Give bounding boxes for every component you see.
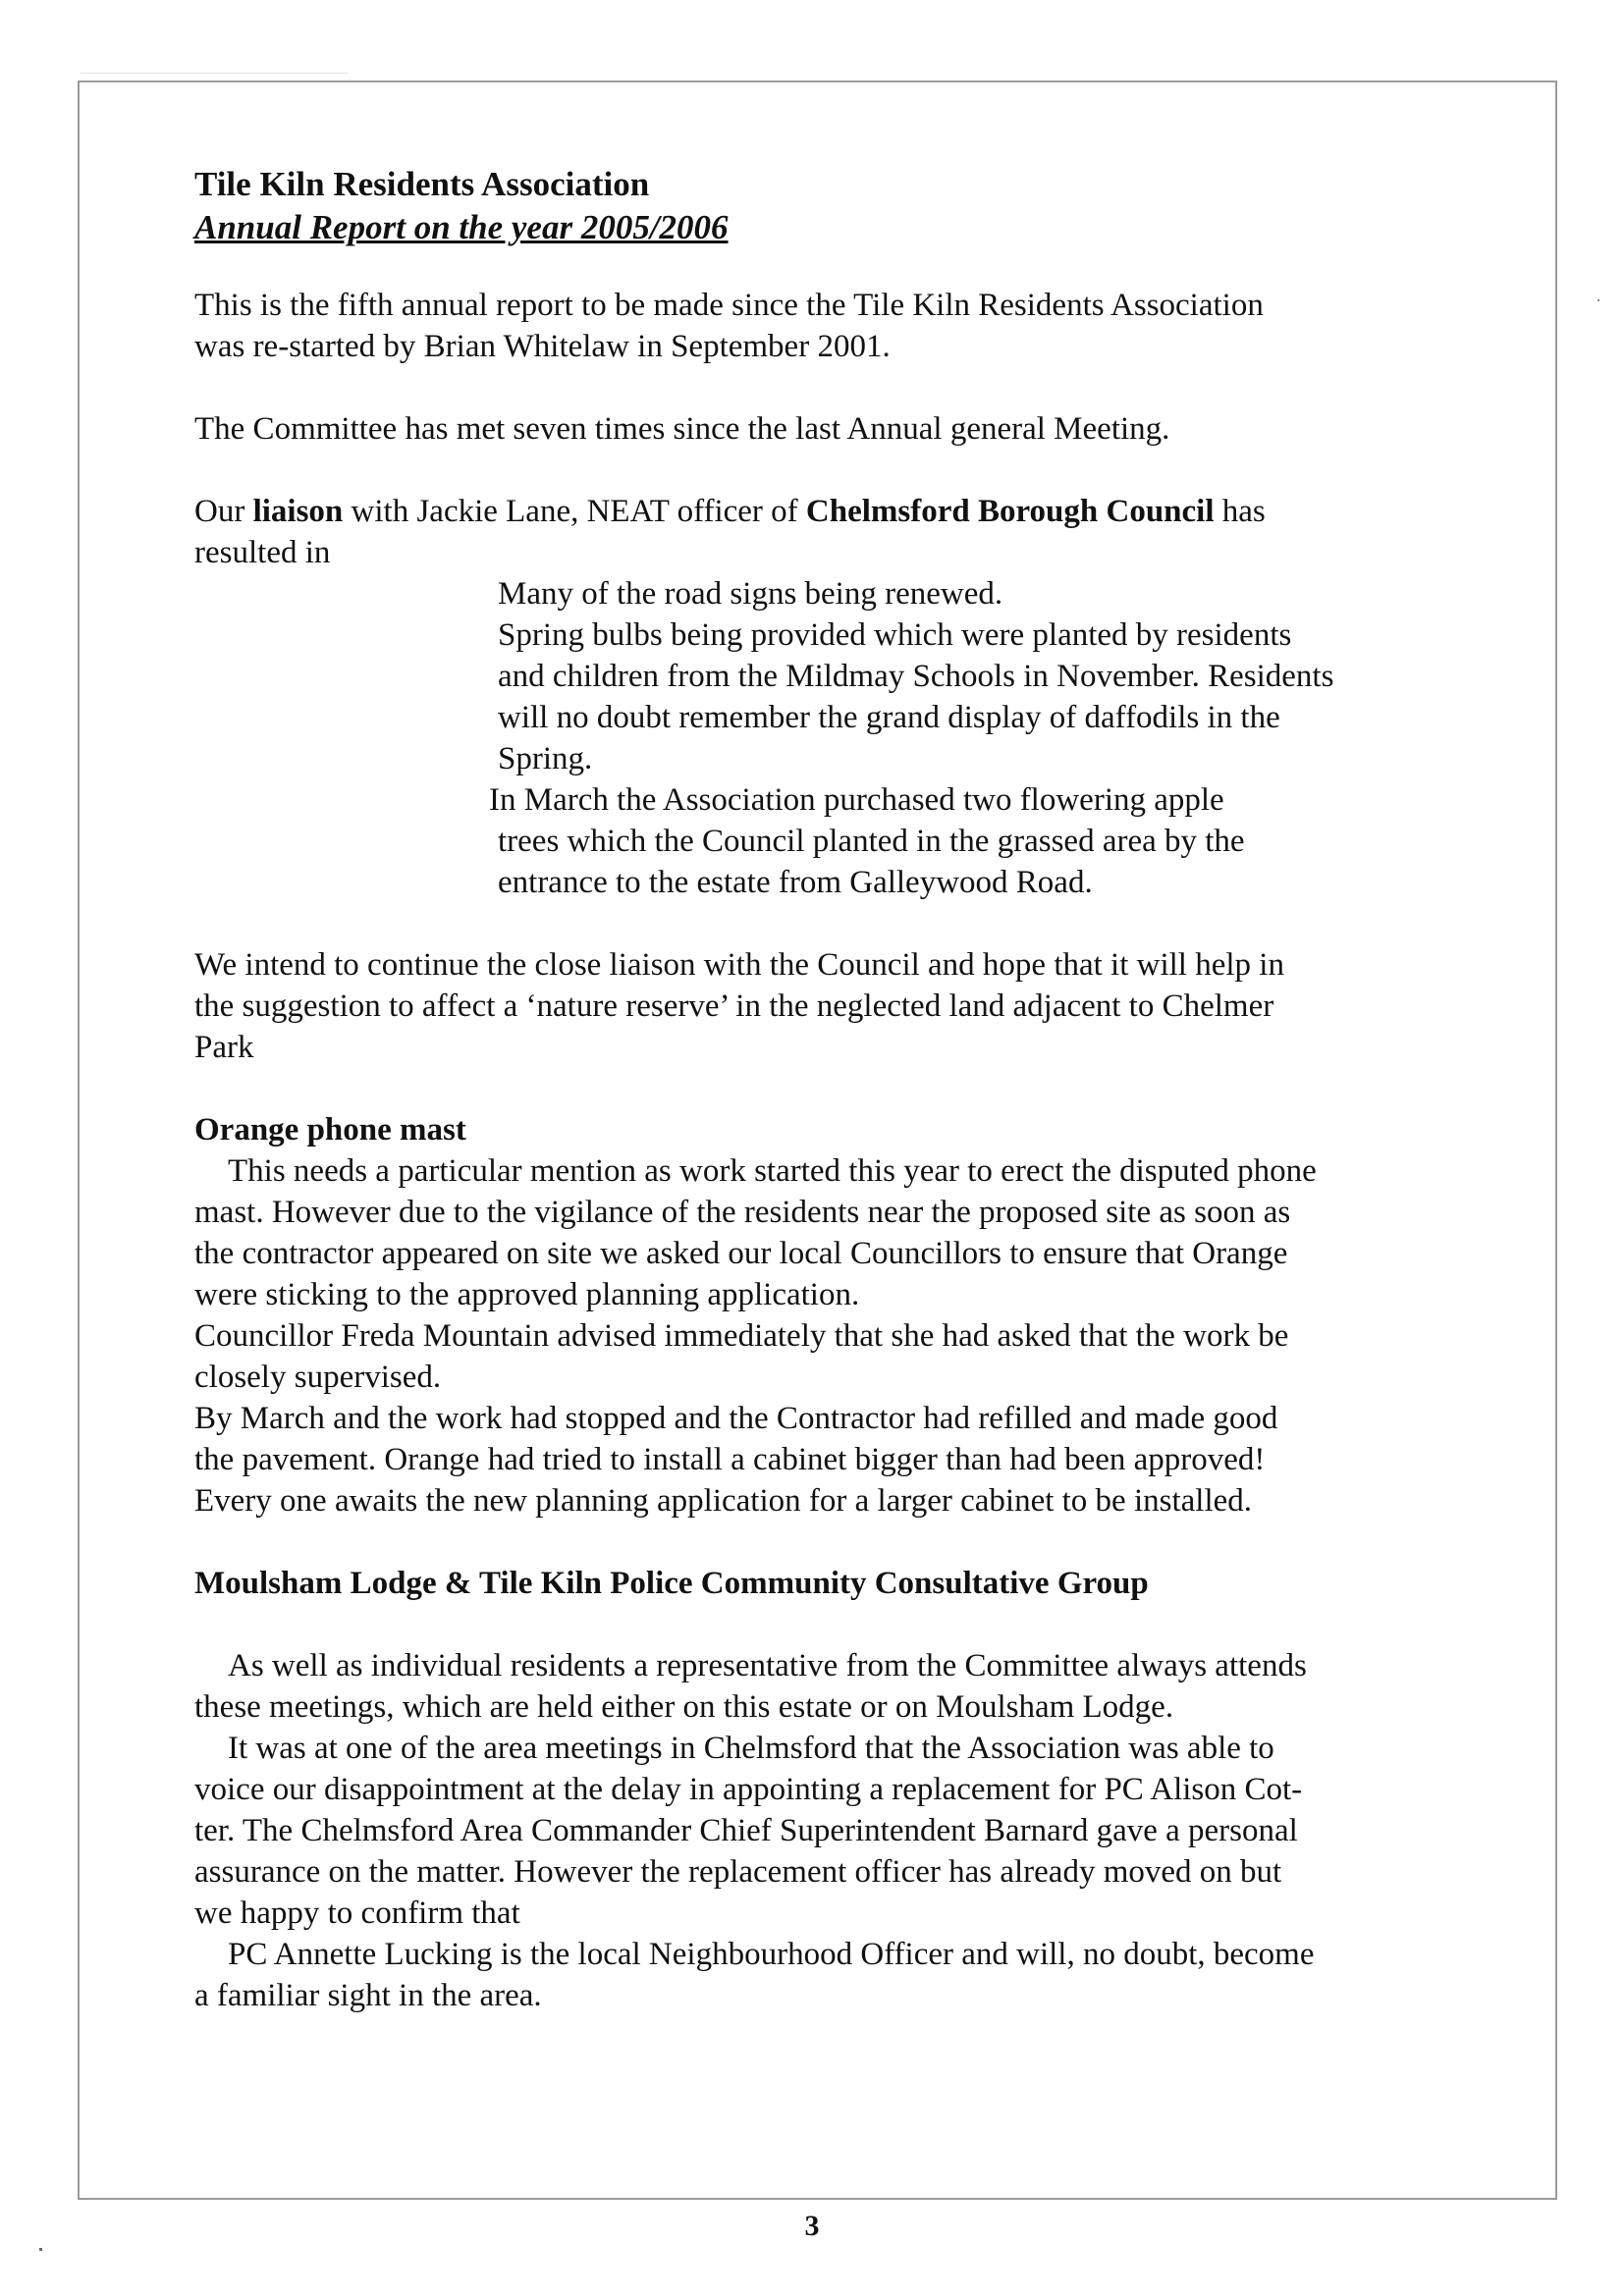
- text-run: Our: [194, 494, 253, 529]
- text-line: these meetings, which are held either on this estate or on Moulsham Lodge.: [194, 1689, 1174, 1725]
- text-line: PC Annette Lucking is the local Neighbourhood Officer and will, no doubt, become: [228, 1937, 1315, 1972]
- results-list: [489, 573, 1471, 903]
- text-line: mast. However due to the vigilance of the residents near the proposed site as soon as: [194, 1195, 1291, 1230]
- text-line: will no doubt remember the grand display of daffodils in the: [498, 700, 1280, 735]
- intro-paragraph: [194, 285, 1471, 367]
- text-line: [194, 491, 1471, 532]
- text-line: Park: [194, 1030, 254, 1065]
- text-line: the suggestion to affect a ‘nature reserve’ in the neglected land adjacent to Chelmer: [194, 988, 1274, 1024]
- text-line: It was at one of the area meetings in Chelmsford that the Association was able to: [228, 1731, 1274, 1766]
- text-line: Spring.: [498, 741, 593, 776]
- scan-speck: [39, 2248, 42, 2251]
- text-line: assurance on the matter. However the replacement officer has already moved on but: [194, 1854, 1282, 1890]
- text-line: This needs a particular mention as work started this year to erect the disputed phone: [228, 1153, 1317, 1189]
- text-line: the contractor appeared on site we asked our local Councillors to ensure that Orange: [194, 1236, 1288, 1271]
- text-line: Councillor Freda Mountain advised immediately that she had asked that the work be: [194, 1318, 1289, 1354]
- text-line: resulted in: [194, 535, 331, 570]
- text-run: with Jackie Lane, NEAT officer of: [343, 494, 806, 529]
- report-body: [194, 163, 1471, 2016]
- text-line: the pavement. Orange had tried to install a cabinet bigger than had been approved!: [194, 1442, 1266, 1477]
- police-section: [194, 1563, 1471, 2016]
- text-line: was re-started by Brian Whitelaw in September 2001.: [194, 329, 891, 364]
- text-line: This is the fifth annual report to be made since the Tile Kiln Residents Association: [194, 288, 1264, 323]
- text-run: has: [1214, 494, 1266, 529]
- section-heading: Orange phone mast: [194, 1112, 466, 1148]
- text-line: voice our disappointment at the delay in appointing a replacement for PC Alison Cot-: [194, 1772, 1303, 1807]
- liaison-paragraph: [194, 491, 1471, 573]
- text-line: The Committee has met seven times since the last Annual general Meeting.: [194, 411, 1170, 447]
- text-line: closely supervised.: [194, 1360, 442, 1395]
- orange-section: [194, 1109, 1471, 1522]
- text-line: In March the Association purchased two flowering apple: [489, 782, 1224, 818]
- text-line: a familiar sight in the area.: [194, 1978, 542, 2013]
- text-line: As well as individual residents a representative from the Committee always attends: [228, 1648, 1307, 1683]
- committee-paragraph: [194, 408, 1471, 450]
- page-number: 3: [804, 2210, 820, 2242]
- text-line: Every one awaits the new planning application for a larger cabinet to be installed.: [194, 1483, 1253, 1519]
- text-line: ter. The Chelmsford Area Commander Chief Superintendent Barnard gave a personal: [194, 1813, 1298, 1848]
- text-line: and children from the Mildmay Schools in November. Residents: [498, 659, 1334, 694]
- bold-run-council: Chelmsford Borough Council: [805, 494, 1215, 529]
- text-line: entrance to the estate from Galleywood Road.: [498, 865, 1093, 900]
- document-subtitle: Annual Report on the year 2005/2006: [194, 208, 729, 246]
- text-line: We intend to continue the close liaison with the Council and hope that it will help in: [194, 947, 1284, 983]
- text-line: By March and the work had stopped and the Contractor had refilled and made good: [194, 1401, 1278, 1436]
- scan-speck: [1597, 299, 1599, 301]
- text-line: Spring bulbs being provided which were planted by residents: [498, 617, 1292, 653]
- top-faint-rule: [81, 73, 348, 74]
- bold-run-liaison: liaison: [252, 494, 344, 529]
- section-heading: Moulsham Lodge & Tile Kiln Police Community Consultative Group: [194, 1566, 1149, 1601]
- continue-paragraph: [194, 944, 1471, 1068]
- document-title: Tile Kiln Residents Association: [194, 165, 650, 203]
- text-line: trees which the Council planted in the grassed area by the: [498, 824, 1245, 859]
- text-line: Many of the road signs being renewed.: [498, 576, 1003, 612]
- text-line: were sticking to the approved planning application.: [194, 1277, 860, 1312]
- text-line: we happy to confirm that: [194, 1896, 520, 1931]
